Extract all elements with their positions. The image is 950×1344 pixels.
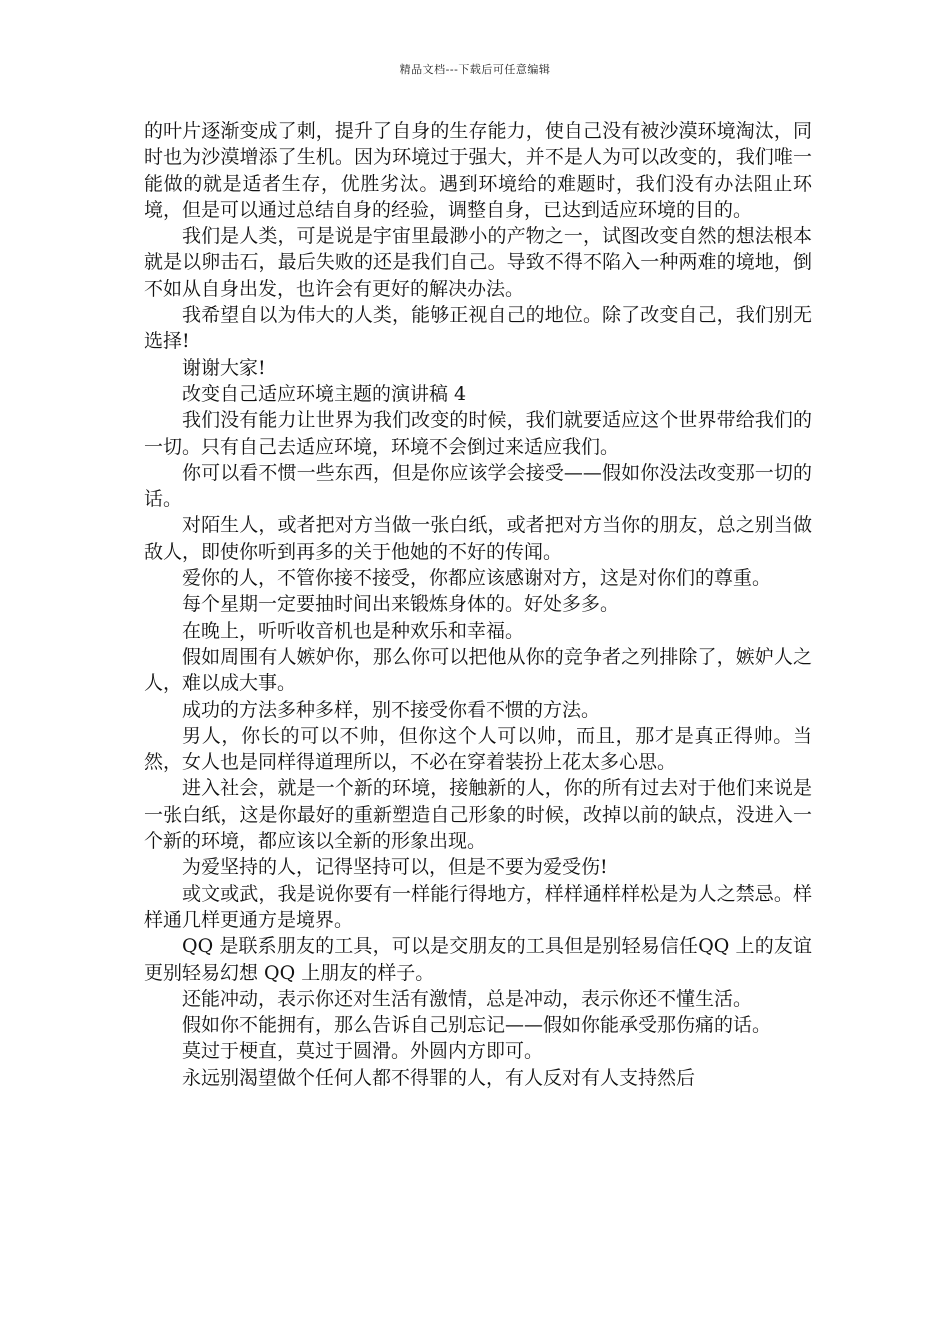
paragraph: 为爱坚持的人，记得坚持可以，但是不要为爱受伤! xyxy=(182,856,608,879)
paragraph: 进入社会，就是一个新的环境，接触新的人，你的所有过去对于他们来说是一张白纸，这是你最好的重新塑造自己形象的时候，改掉以前的缺点，没进入一个新的环境，都应该以全新的形象出现。 xyxy=(144,777,812,853)
paragraph: 或文或武，我是说你要有一样能行得地方，样样通样样松是为人之禁忌。样样通几样更通方是境界。 xyxy=(144,882,812,931)
paragraph: 谢谢大家! xyxy=(182,356,266,379)
document-body xyxy=(144,118,812,1091)
paragraph: 爱你的人，不管你接不接受，你都应该感谢对方，这是对你们的尊重。 xyxy=(182,567,772,590)
paragraph: 假如周围有人嫉妒你，那么你可以把他从你的竞争者之列排除了，嫉妒人之人，难以成大事。 xyxy=(144,645,812,695)
paragraph: 你可以看不惯一些东西，但是你应该学会接受——假如你没法改变那一切的话。 xyxy=(144,461,812,511)
paragraph: 在晚上，听听收音机也是种欢乐和幸福。 xyxy=(182,619,525,642)
paragraph: 每个星期一定要抽时间出来锻炼身体的。好处多多。 xyxy=(182,593,620,616)
paragraph: 假如你不能拥有，那么告诉自己别忘记——假如你能承受那伤痛的话。 xyxy=(182,1014,772,1037)
paragraph: 还能冲动，表示你还对生活有激情，总是冲动，表示你还不懂生活。 xyxy=(182,987,753,1010)
paragraph: 成功的方法多种多样，别不接受你看不惯的方法。 xyxy=(182,698,601,721)
paragraph: 的叶片逐渐变成了刺，提升了自身的生存能力，使自己没有被沙漠环境淘汰，同时也为沙漠增添了生机。因为环境过于强大，并不是人为可以改变的，我们唯一能做的就是适者生存，优胜劣汰。遇到环境给的难题时，我们没有办法阻止环境，但是可以通过总结自身的经验，调整自身，已达到适应环境的目的。 xyxy=(144,120,812,221)
paragraph: 我们是人类，可是说是宇宙里最渺小的产物之一，试图改变自然的想法根本就是以卵击石，最后失败的还是我们自己。导致不得不陷入一种两难的境地，倒不如从自身出发，也许会有更好的解决办法。 xyxy=(144,225,812,300)
paragraph: 永远别渴望做个任何人都不得罪的人，有人反对有人支持然后 xyxy=(182,1066,696,1089)
paragraph: 我们没有能力让世界为我们改变的时候，我们就要适应这个世界带给我们的一切。只有自己去适应环境，环境不会倒过来适应我们。 xyxy=(144,409,812,458)
paragraph: 男人，你长的可以不帅，但你这个人可以帅，而且，那才是真正得帅。当然，女人也是同样得道理所以，不必在穿着装扮上花太多心思。 xyxy=(144,724,812,774)
page-header: 精品文档---下载后可任意编辑 xyxy=(399,63,551,76)
section-title: 改变自己适应环境主题的演讲稿 4 xyxy=(182,382,467,405)
paragraph: QQ 是联系朋友的工具，可以是交朋友的工具但是别轻易信任QQ 上的友谊更别轻易幻想 QQ 上朋友的样子。 xyxy=(144,935,812,984)
paragraph: 我希望自以为伟大的人类，能够正视自己的地位。除了改变自己，我们别无选择! xyxy=(144,304,812,353)
paragraph: 莫过于梗直，莫过于圆滑。外圆内方即可。 xyxy=(182,1040,544,1063)
paragraph: 对陌生人，或者把对方当做一张白纸，或者把对方当你的朋友，总之别当做敌人，即使你听到再多的关于他她的不好的传闻。 xyxy=(144,514,812,563)
